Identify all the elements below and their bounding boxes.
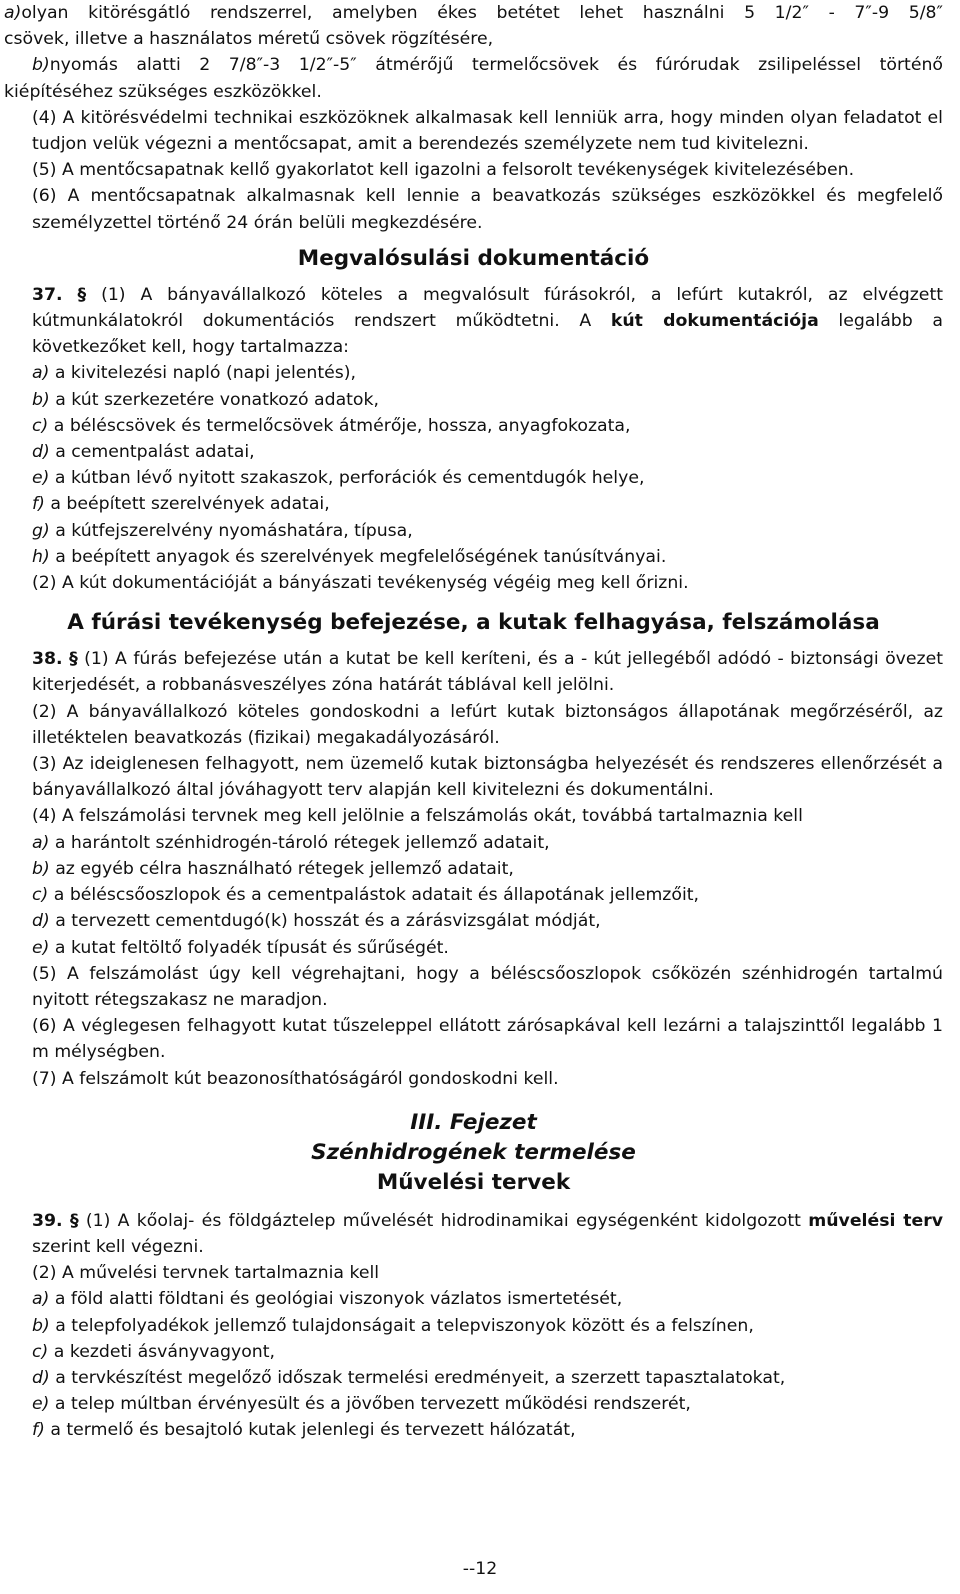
- paragraph: [4, 360, 943, 386]
- paragraph: [4, 491, 943, 517]
- section-heading: Szénhidrogének termelése: [311, 1139, 636, 1165]
- section-heading: Megvalósulási dokumentáció: [297, 245, 650, 271]
- list-marker: b): [32, 1315, 50, 1336]
- text-run: (1) A bányavállalkozó köteles a megvalósult fúrásokról, a lefúrt kutakról, az elvégzett kútmunkálatokról dokumentációs rendszert működtetni. A: [32, 284, 943, 332]
- list-marker: a): [4, 3, 22, 23]
- text-run: csövek, illetve a használatos méretű csövek rögzítésére,: [4, 29, 494, 50]
- list-marker: e): [32, 1394, 50, 1415]
- text-run: az egyéb célra használható rétegek jellemző adatait,: [49, 858, 514, 879]
- text-run: (6) A véglegesen felhagyott kutat tűszeleppel ellátott zárósapkával kell lezárni a talajszinttől legalább 1 m mélységben.: [32, 1016, 943, 1063]
- list-marker: e): [32, 468, 50, 489]
- paragraph: [4, 1417, 943, 1443]
- text-run: (2) A bányavállalkozó köteles gondoskodni a lefúrt kutak biztonságos állapotának megőrzéséről, az illetéktelen beavatkozás (fizikai) megakadályozásáról.: [32, 701, 943, 748]
- section-heading: III. Fejezet: [410, 1109, 537, 1135]
- text-run: a beépített szerelvények adatai,: [44, 494, 330, 515]
- paragraph: [4, 1365, 943, 1391]
- paragraph: [4, 803, 943, 829]
- text-run: (2) A kút dokumentációját a bányászati tevékenység végéig meg kell őrizni.: [32, 573, 689, 594]
- paragraph: [4, 856, 943, 882]
- list-marker: f): [32, 494, 45, 515]
- text-run: (1) A kőolaj- és földgáztelep művelését hidrodinamikai egységenként kidolgozott: [78, 1210, 809, 1231]
- text-run: szerint kell végezni.: [32, 1236, 204, 1257]
- page-number: --12: [462, 1559, 498, 1579]
- list-marker: c): [32, 885, 49, 906]
- emphasis-text: 39.: [32, 1210, 63, 1231]
- list-marker: f): [32, 1420, 45, 1441]
- paragraph: [4, 105, 943, 157]
- text-run: nyomás alatti 2 7/8″-3 1/2″-5″ átmérőjű termelőcsövek és fúrórudak zsilipeléssel történő: [49, 55, 943, 76]
- paragraph: [4, 646, 943, 698]
- paragraph: [4, 413, 943, 439]
- list-marker: a): [32, 1289, 50, 1310]
- list-marker: d): [32, 1367, 50, 1388]
- paragraph: [4, 1260, 943, 1286]
- text-run: (5) A mentőcsapatnak kellő gyakorlatot kell igazolni a felsorolt tevékenységek kivitelezésében.: [32, 160, 855, 181]
- section-heading: Művelési tervek: [376, 1169, 571, 1195]
- paragraph: [4, 1286, 943, 1312]
- list-marker: a): [32, 363, 50, 384]
- text-run: (5) A felszámolást úgy kell végrehajtani, hogy a béléscsőoszlopok csőközén szénhidrogén tartalmú nyitott rétegszakasz ne maradjon.: [32, 963, 943, 1010]
- text-run: a cementpalást adatai,: [49, 442, 255, 463]
- text-run: a béléscsőoszlopok és a cementpalástok adatait és állapotának jellemzőit,: [48, 885, 700, 906]
- paragraph: [4, 157, 943, 183]
- paragraph: [4, 544, 943, 570]
- text-run: a béléscsövek és termelőcsövek átmérője, hossza, anyagfokozata,: [48, 415, 631, 436]
- paragraph: [4, 751, 943, 803]
- text-run: (4) A kitörésvédelmi technikai eszközöknek alkalmasak kell lenniük arra, hogy minden olyan feladatot el tudjon velük végezni a mentőcsapat, amit a berendezés személyzete nem tud kivitelezni.: [32, 107, 943, 155]
- paragraph: [4, 830, 943, 856]
- paragraph: [4, 79, 943, 105]
- paragraph: [4, 1013, 943, 1065]
- paragraph: [4, 1208, 943, 1260]
- paragraph: [4, 26, 943, 52]
- text-run: (1) A fúrás befejezése után a kutat be kell keríteni, és a - kút jellegéből adódó - biztonsági övezet kiterjedését, a robbanásveszélyes zóna határát táblával kell jelölni.: [32, 649, 943, 696]
- paragraph: [4, 52, 943, 78]
- paragraph: [4, 908, 943, 934]
- text-run: kiépítéséhez szükséges eszközökkel.: [4, 81, 322, 102]
- section-heading: A fúrási tevékenység befejezése, a kutak felhagyása, felszámolása: [67, 610, 880, 636]
- text-run: a kutat feltöltő folyadék típusát és sűrűségét.: [49, 937, 449, 958]
- list-marker: b): [32, 55, 50, 76]
- list-marker: c): [32, 415, 49, 436]
- text-run: a kútban lévő nyitott szakaszok, perforációk és cementdugók helye,: [49, 468, 645, 489]
- text-run: legalább a következőket kell, hogy tartalmazza:: [32, 311, 943, 358]
- list-marker: e): [32, 937, 50, 958]
- text-run: a tervkészítést megelőző időszak termelési eredményeit, a szerzett tapasztalatokat,: [49, 1367, 786, 1388]
- list-marker: g): [32, 520, 50, 541]
- text-run: a termelő és besajtoló kutak jelenlegi és tervezett hálózatát,: [44, 1420, 576, 1441]
- list-marker: c): [32, 1341, 49, 1362]
- list-marker: d): [32, 442, 50, 463]
- paragraph: [4, 570, 943, 596]
- text-run: a kútfejszerelvény nyomáshatára, típusa,: [49, 520, 413, 541]
- text-run: (4) A felszámolási tervnek meg kell jelölnie a felszámolás okát, továbbá tartalmaznia kell: [32, 806, 803, 827]
- text-run: (3) Az ideiglenesen felhagyott, nem üzemelő kutak biztonságba helyezését és rendszeres ellenőrzését a bányavállalkozó által jóváhagyott terv alapján kell kivitelezni és dokumentálni.: [32, 754, 943, 801]
- list-marker: b): [32, 858, 50, 879]
- emphasis-text: 37.: [32, 284, 63, 305]
- text-run: a harántolt szénhidrogén-tároló rétegek jellemző adatait,: [49, 832, 550, 853]
- emphasis-text: §: [69, 1210, 79, 1231]
- text-run: [63, 285, 78, 305]
- paragraph: [4, 1391, 943, 1417]
- paragraph: [4, 282, 943, 361]
- emphasis-text: §: [69, 649, 78, 670]
- text-run: a beépített anyagok és szerelvények megfelelőségének tanúsítványai.: [49, 546, 667, 567]
- paragraph: [4, 961, 943, 1013]
- paragraph: [4, 465, 943, 491]
- text-run: a föld alatti földtani és geológiai viszonyok vázlatos ismertetését,: [49, 1289, 623, 1310]
- paragraph: [4, 1066, 943, 1092]
- list-marker: d): [32, 911, 50, 932]
- text-run: a kút szerkezetére vonatkozó adatok,: [49, 389, 380, 410]
- text-run: (6) A mentőcsapatnak alkalmasnak kell lennie a beavatkozás szükséges eszközökkel és megfelelő személyzettel történő 24 órán belüli megkezdésére.: [32, 186, 943, 233]
- emphasis-text: 38.: [32, 649, 63, 670]
- text-run: a telep múltban érvényesült és a jövőben tervezett működési rendszerét,: [49, 1394, 691, 1415]
- paragraph: [4, 518, 943, 544]
- text-run: [63, 1211, 70, 1231]
- emphasis-text: művelési terv: [808, 1210, 943, 1231]
- list-marker: a): [32, 832, 50, 853]
- paragraph: [4, 183, 943, 235]
- text-run: a tervezett cementdugó(k) hosszát és a zárásvizsgálat módját,: [49, 911, 601, 932]
- paragraph: [4, 1339, 943, 1365]
- paragraph: [4, 935, 943, 961]
- list-marker: b): [32, 389, 50, 410]
- paragraph: [4, 699, 943, 751]
- paragraph: [4, 0, 943, 26]
- paragraph: [4, 882, 943, 908]
- text-run: (2) A művelési tervnek tartalmaznia kell: [32, 1263, 380, 1284]
- text-run: a kezdeti ásványvagyont,: [48, 1341, 275, 1362]
- text-run: (7) A felszámolt kút beazonosíthatóságáról gondoskodni kell.: [32, 1068, 559, 1089]
- text-run: a telepfolyadékok jellemző tulajdonságait a telepviszonyok között és a felszínen,: [49, 1315, 754, 1336]
- paragraph: [4, 1313, 943, 1339]
- emphasis-text: §: [77, 284, 87, 305]
- document-body: [4, 0, 943, 1444]
- text-run: a kivitelezési napló (napi jelentés),: [49, 363, 356, 384]
- emphasis-text: kút dokumentációja: [610, 311, 819, 332]
- text-run: olyan kitörésgátló rendszerrel, amelyben ékes betétet lehet használni 5 1/2″ - 7″-9 5/8″: [21, 3, 943, 23]
- list-marker: h): [32, 546, 50, 567]
- paragraph: [4, 439, 943, 465]
- paragraph: [4, 387, 943, 413]
